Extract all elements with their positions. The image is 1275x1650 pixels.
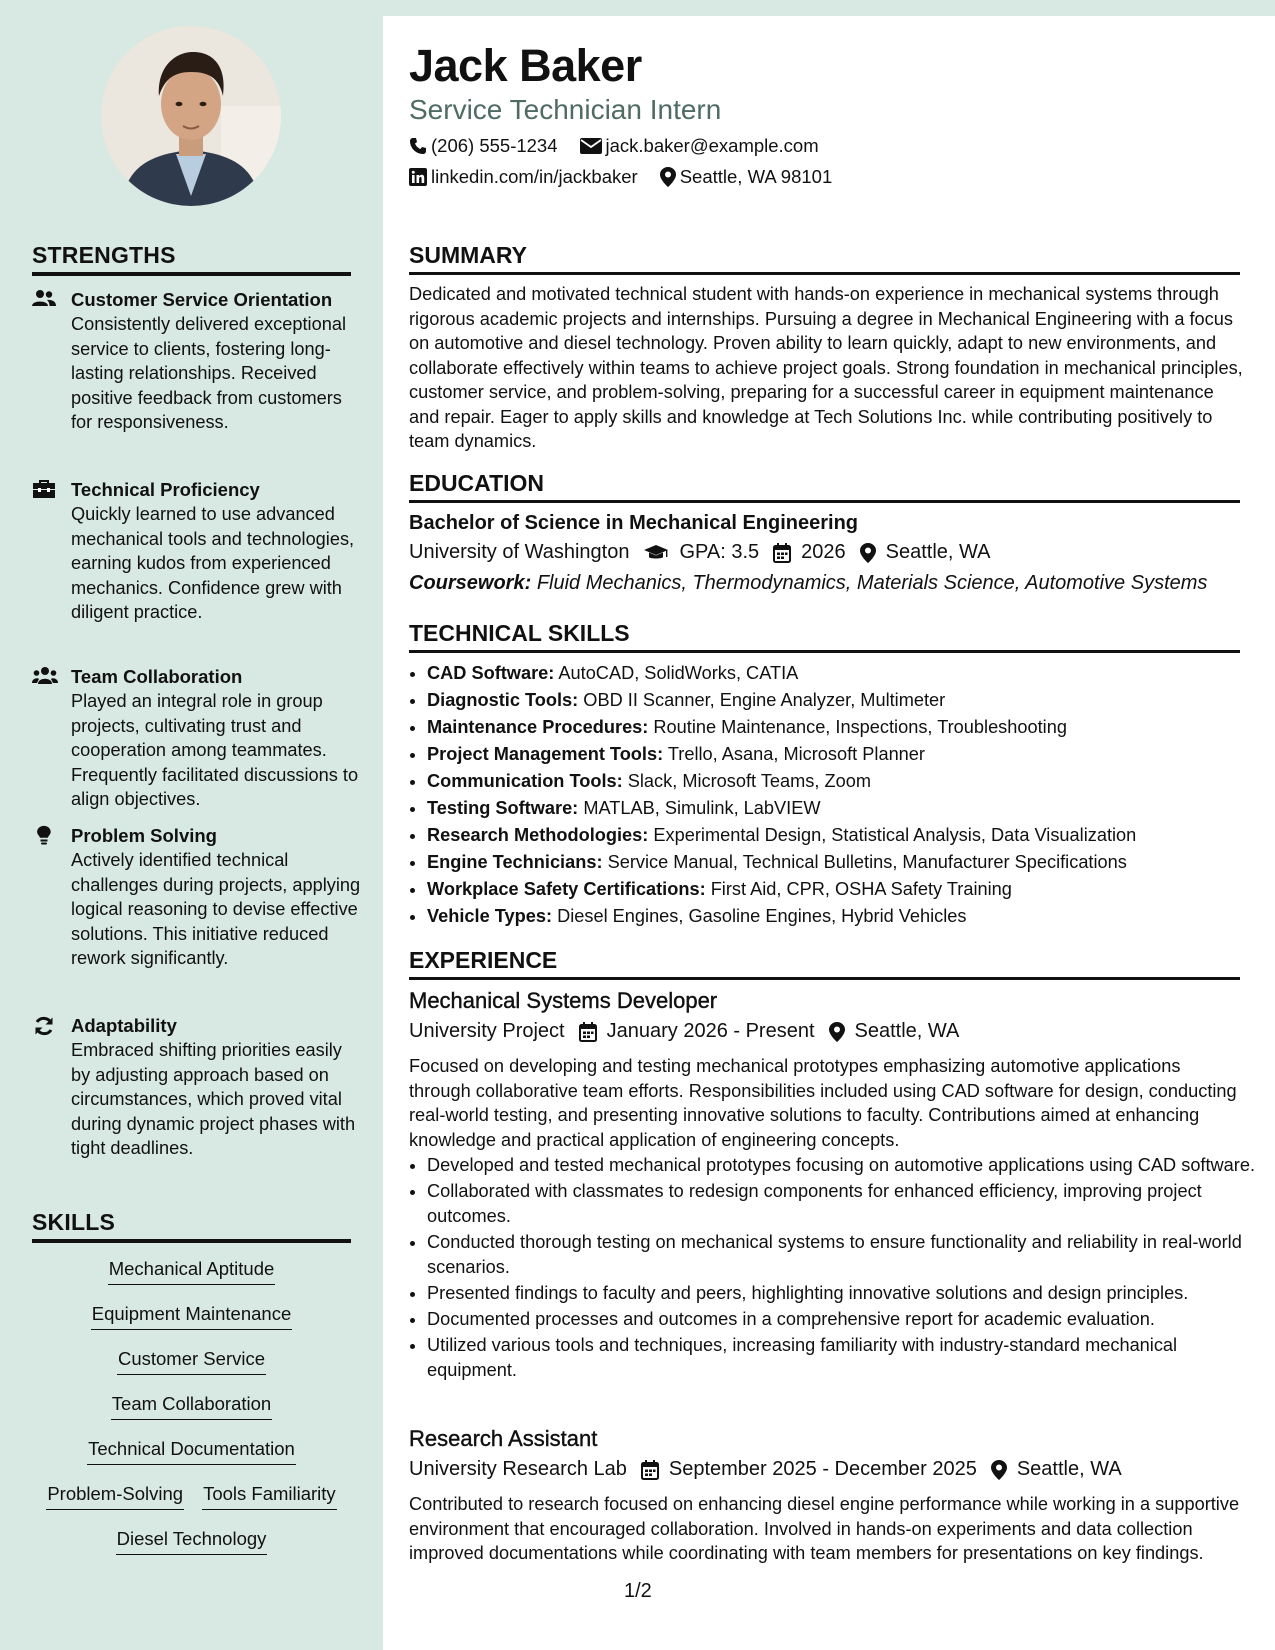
list-item: • Presented findings to faculty and peers, highlighting innovative solutions and design principles. bbox=[427, 1281, 1262, 1306]
education-meta bbox=[409, 541, 991, 564]
candidate-title: Service Technician Intern bbox=[409, 94, 722, 125]
list-item: • Diagnostic Tools: OBD II Scanner, Engine Analyzer, Multimeter bbox=[427, 687, 1262, 714]
summary-text: Dedicated and motivated technical student with hands-on experience in mechanical systems through rigorous academic projects and internships. Pursuing a degree in Mechanical Engineering with a focus on automotive and diesel technology. Proven ability to learn quickly, adapt to new environments, and collaborate effectively within teams to achieve project goals. Strong foundation in mechanical principles, customer service, and problem-solving, preparing for a successful career in equipment maintenance and repair. Eager to apply skills and knowledge at Tech Solutions Inc. while contributing positively to team dynamics. bbox=[409, 284, 1243, 451]
envelope-icon bbox=[580, 138, 602, 154]
school-location: Seattle, WA bbox=[885, 541, 991, 563]
skill-tag: Tools Familiarity bbox=[202, 1481, 337, 1510]
phone-text: (206) 555-1234 bbox=[431, 135, 558, 156]
gpa-text: GPA: 3.5 bbox=[679, 541, 760, 563]
technical-skills-heading: TECHNICAL SKILLS bbox=[409, 620, 1240, 653]
school-name: University of Washington bbox=[409, 541, 630, 563]
map-pin-icon bbox=[829, 1022, 845, 1042]
list-item: • Engine Technicians: Service Manual, Technical Bulletins, Manufacturer Specifications bbox=[427, 849, 1262, 876]
strength-title: Customer Service Orientation bbox=[71, 289, 333, 310]
linkedin-text[interactable]: linkedin.com/in/jackbaker bbox=[431, 166, 638, 187]
list-item: • Vehicle Types: Diesel Engines, Gasoline Engines, Hybrid Vehicles bbox=[427, 903, 1262, 930]
list-item: • Developed and tested mechanical prototypes focusing on automotive applications using CAD software. bbox=[427, 1153, 1262, 1178]
job-org: University Research Lab bbox=[409, 1458, 627, 1480]
contact-row bbox=[409, 166, 854, 188]
list-item: • CAD Software: AutoCAD, SolidWorks, CATIA bbox=[427, 660, 1262, 687]
users-icon bbox=[32, 289, 58, 311]
calendar-icon bbox=[579, 1022, 597, 1042]
coursework-label: Coursework: bbox=[409, 572, 532, 594]
skill-tag: Team Collaboration bbox=[111, 1391, 272, 1420]
skill-tag: Problem-Solving bbox=[46, 1481, 184, 1510]
list-item: • Communication Tools: Slack, Microsoft Teams, Zoom bbox=[427, 768, 1262, 795]
grad-year: 2026 bbox=[801, 541, 846, 563]
skill-tag: Equipment Maintenance bbox=[91, 1301, 293, 1330]
summary-heading: SUMMARY bbox=[409, 242, 1240, 275]
job-description: Contributed to research focused on enhancing diesel engine performance while working in a supportive environment that encouraged collaboration. Involved in hands-on experiments and data collection improved documentations while coordinating with team members for presentations on key findings. bbox=[409, 1494, 1240, 1563]
strength-desc: Embraced shifting priorities easily by adjusting approach based on circumstances, which proved vital during dynamic project phases with tight deadlines. bbox=[71, 1040, 356, 1158]
job-title: Mechanical Systems Developer bbox=[409, 988, 718, 1013]
skill-tag: Customer Service bbox=[117, 1346, 266, 1375]
candidate-name: Jack Baker bbox=[409, 40, 642, 91]
job-meta bbox=[409, 1020, 959, 1043]
graduation-cap-icon bbox=[643, 544, 669, 562]
strengths-heading: STRENGTHS bbox=[32, 242, 351, 276]
degree-title: Bachelor of Science in Mechanical Engineering bbox=[409, 512, 859, 534]
location-text: Seattle, WA 98101 bbox=[679, 166, 833, 187]
profile-photo bbox=[101, 26, 281, 206]
page-number: 1/2 bbox=[624, 1580, 652, 1602]
job-location: Seattle, WA bbox=[1016, 1458, 1122, 1480]
job-org: University Project bbox=[409, 1020, 565, 1042]
sync-icon bbox=[32, 1015, 58, 1037]
list-item: • Maintenance Procedures: Routine Maintenance, Inspections, Troubleshooting bbox=[427, 714, 1262, 741]
job-description: Focused on developing and testing mechanical prototypes emphasizing automotive applications through collaborative team efforts. Responsibilities included using CAD software for design, conducting real-world testing, and presenting innovative solutions to faculty. Contributions aimed at enhancing knowledge and practical application of engineering concepts. bbox=[409, 1056, 1237, 1150]
linkedin-icon bbox=[409, 168, 427, 186]
skill-tag: Technical Documentation bbox=[87, 1436, 296, 1465]
strength-title: Technical Proficiency bbox=[71, 479, 260, 500]
group-icon bbox=[32, 666, 58, 688]
strength-item bbox=[32, 1013, 362, 1161]
strength-item bbox=[32, 823, 362, 971]
skills-heading: SKILLS bbox=[32, 1209, 351, 1243]
strength-item bbox=[32, 664, 362, 812]
job-title: Research Assistant bbox=[409, 1426, 598, 1451]
map-pin-icon bbox=[991, 1460, 1007, 1480]
education-heading: EDUCATION bbox=[409, 470, 1240, 503]
list-item: • Project Management Tools: Trello, Asana, Microsoft Planner bbox=[427, 741, 1262, 768]
job-bullets bbox=[409, 1153, 1262, 1384]
strength-item bbox=[32, 477, 362, 625]
skill-tag: Diesel Technology bbox=[116, 1526, 268, 1555]
map-pin-icon bbox=[660, 167, 676, 187]
calendar-icon bbox=[641, 1460, 659, 1480]
strength-title: Adaptability bbox=[71, 1015, 177, 1036]
list-item: • Research Methodologies: Experimental Design, Statistical Analysis, Data Visualization bbox=[427, 822, 1262, 849]
strength-title: Problem Solving bbox=[71, 825, 217, 846]
strength-desc: Consistently delivered exceptional service to clients, fostering long-lasting relationships. Received positive feedback from customers for responsiveness. bbox=[71, 314, 346, 432]
strength-item bbox=[32, 287, 362, 435]
job-location: Seattle, WA bbox=[854, 1020, 960, 1042]
strength-desc: Quickly learned to use advanced mechanical tools and technologies, earning kudos from experienced mechanics. Confidence grew with diligent practice. bbox=[71, 504, 355, 622]
contact-row bbox=[409, 135, 841, 157]
list-item: • Workplace Safety Certifications: First Aid, CPR, OSHA Safety Training bbox=[427, 876, 1262, 903]
list-item: • Conducted thorough testing on mechanical systems to ensure functionality and reliability in real-world scenarios. bbox=[427, 1230, 1262, 1279]
phone-icon bbox=[409, 137, 427, 155]
list-item: • Collaborated with classmates to redesign components for enhanced efficiency, improving project outcomes. bbox=[427, 1179, 1262, 1228]
toolbox-icon bbox=[32, 479, 58, 501]
strength-title: Team Collaboration bbox=[71, 666, 243, 687]
coursework-line bbox=[409, 572, 1207, 595]
calendar-icon bbox=[773, 543, 791, 563]
job-dates: January 2026 - Present bbox=[606, 1020, 815, 1042]
strength-desc: Played an integral role in group projects, cultivating trust and cooperation among teammates. Frequently facilitated discussions to align objectives. bbox=[71, 691, 359, 809]
list-item: • Documented processes and outcomes in a comprehensive report for academic evaluation. bbox=[427, 1307, 1262, 1332]
job-dates: September 2025 - December 2025 bbox=[668, 1458, 977, 1480]
technical-skills-list bbox=[409, 660, 1262, 930]
coursework-text: Fluid Mechanics, Thermodynamics, Materials Science, Automotive Systems bbox=[536, 572, 1208, 594]
email-text[interactable]: jack.baker@example.com bbox=[605, 135, 819, 156]
list-item: • Testing Software: MATLAB, Simulink, LabVIEW bbox=[427, 795, 1262, 822]
job-meta bbox=[409, 1458, 1122, 1481]
strength-desc: Actively identified technical challenges during projects, applying logical reasoning to devise effective solutions. This initiative reduced rework significantly. bbox=[71, 850, 361, 968]
lightbulb-icon bbox=[32, 825, 58, 847]
skill-tag: Mechanical Aptitude bbox=[108, 1256, 276, 1285]
experience-heading: EXPERIENCE bbox=[409, 947, 1240, 980]
map-pin-icon bbox=[860, 543, 876, 563]
list-item: • Utilized various tools and techniques, increasing familiarity with industry-standard mechanical equipment. bbox=[427, 1333, 1262, 1382]
